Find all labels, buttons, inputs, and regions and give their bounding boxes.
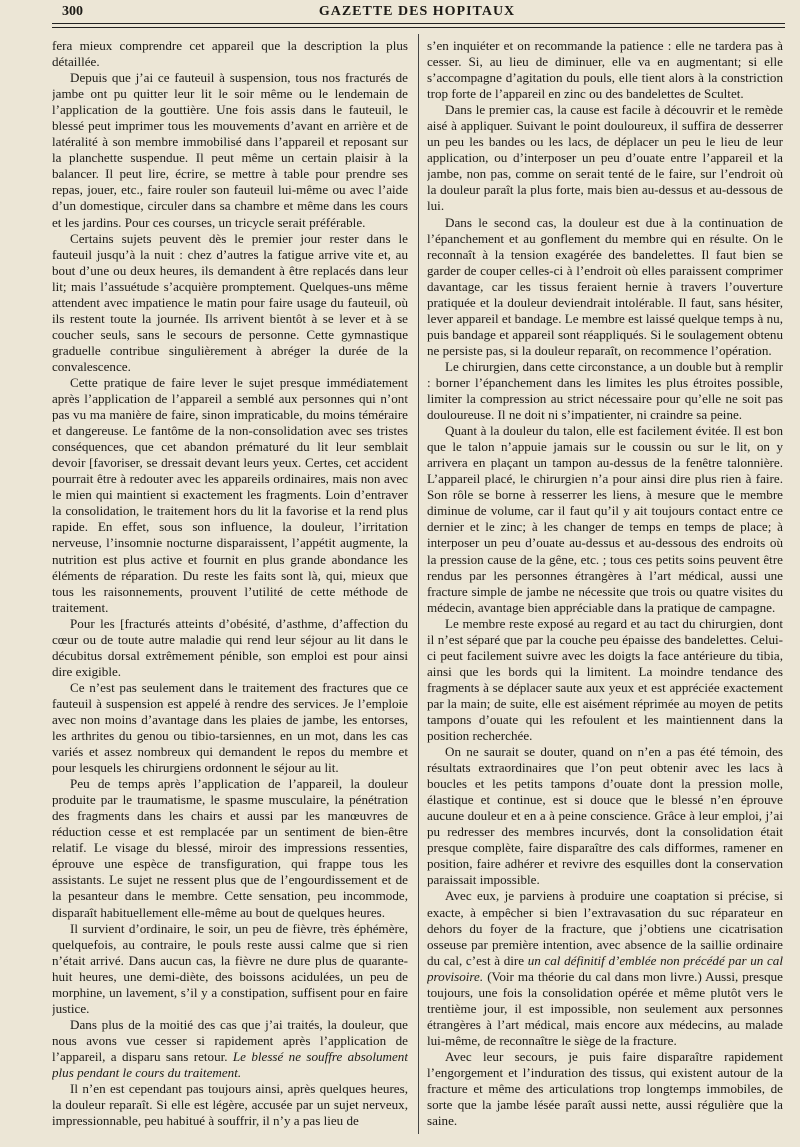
text-run: s’en inquiéter et on recommande la patience : elle ne tardera pas à cesser. Si, au lieu de diminuer, elle va en augmentant; si elle s’accompagne d’agitation du pouls, elle tient alors à la constriction trop forte de l’appareil en zinc ou des bandelettes de Scultet.: [427, 38, 783, 102]
paragraph: [427, 888, 783, 1048]
text-run: Pour les [fracturés atteints d’obésité, d’asthme, d’affection du cœur ou de toute autre maladie qui rend leur séjour au lit dans le décubitus dorsal extrêmement pénible, son emploi est pour ainsi dire exigible.: [52, 615, 408, 679]
text-run: Dans plus de la moitié des cas que j’ai traités, la douleur, que nous avons vue cesser si rapidement après l’application de l’appareil, a disparu sans retour.: [52, 1016, 408, 1064]
paragraph: [427, 102, 783, 214]
text-run: Dans le second cas, la douleur est due à la continuation de l’épanchement et au gonflement du membre qui en résulte. On le reconnaît à la tension exagérée des bandelettes. Il faut bien se garder de couper celles-ci à l’endroit où elles paraissent comprimer davantage, car les tissus feraient hernie à travers l’ouverture pratiquée et la douleur deviendrait intolérable. Il faut, sans hésiter, lever appareil et bandage. Le membre est laissé quelque temps à nu, puis bandage et appareil sont réappliqués. Si le soulagement obtenu ne persiste pas, si la douleur reparaît, on recommence l’opération.: [427, 214, 783, 358]
journal-title: GAZETTE DES HOPITAUX: [318, 4, 516, 19]
text-run: Le chirurgien, dans cette circonstance, a un double but à remplir : borner l’épanchement dans les limites les plus étroites possible, limiter la compression au strict nécessaire pour qu’elle ne soit pas douloureuse. Il ne doit ni s’impatienter, ni craindre sa peine.: [427, 358, 783, 423]
paragraph: [52, 680, 408, 776]
paragraph: [52, 921, 408, 1017]
italic-text: un cal définitif d’emblée non précédé par un cal provisoire.: [427, 952, 783, 984]
text-run: Peu de temps après l’application de l’appareil, la douleur produite par le traumatisme, le spasme musculaire, la pénétration des fragments dans les chairs et aussi par les manœuvres de réduction cesse et est remplacée par un sentiment de bien-être relatif. Le visage du blessé, miroir des impressions ressenties, éprouve une espèce de transfiguration, qui frappe tous les assistants. Le sujet ne ressent plus que de l’engourdissement et de la pesanteur dans le membre. Cette sensation, peu incommode, disparaît habituellement elle-même au bout de quelques heures.: [52, 776, 408, 920]
text-run: Depuis que j’ai ce fauteuil à suspension, tous nos fracturés de jambe ont pu quitter leur lit le soir même ou le lendemain de l’application de la gouttière. Une fois assis dans le fauteuil, le blessé peut imprimer tous les mouvements d’avant en arrière et de latéralité à son membre immobilisé dans l’appareil et reposant sur la planchette suspendue. Il peut même un certain plaisir à la balancer. Il peut lire, écrire, se mettre à table pour prendre ses repas, jouer, etc., faire rouler son fauteuil lui-même ou avec l’aide d’un domestique, circuler dans sa chambre et même dans les cours et les jardins. Pour ces courses, un tricycle serait préférable.: [52, 70, 408, 230]
paragraph: [52, 38, 408, 70]
text-run: Ce n’est pas seulement dans le traitement des fractures que ce fauteuil à suspension est appelé à rendre des services. Je l’emploie avec non moins d’avantage dans les plaies de jambe, les entorses, les arthrites du genou ou tibio-tarsiennes, en un mot, dans les cas variés et assez nombreux qui demandent le repos du membre et pour lesquels les chirurgiens ordonnent le séjour au lit.: [52, 679, 408, 776]
paragraph: [427, 38, 783, 102]
paragraph: [427, 744, 783, 888]
right-column: [427, 38, 783, 1138]
text-run: On ne saurait se douter, quand on n’en a pas été témoin, des résultats extraordinaires que l’on peut obtenir avec les lacs à boucles et les petits tampons d’ouate dont la pression molle, élastique et continue, est si douce que le blessé n’en éprouve aucune douleur et en a à peine conscience. Grâce à leur emploi, j’ai pu redresser des membres incurvés, dont la consolidation était presque complète, faire disparaître des cals difformes, ramener en position, faire adhérer et revivre des esquilles dont la conservation paraissait impossible.: [427, 744, 783, 888]
paragraph: [52, 1081, 408, 1129]
page-number: 300: [62, 4, 83, 19]
paragraph: [427, 1049, 783, 1129]
text-run: Il n’en est cependant pas toujours ainsi, après quelques heures, la douleur reparaît. Si elle est légère, accusée par un sujet nerveux, impressionnable, peu habitué à souffrir, il n’y a pas lieu de: [52, 1081, 408, 1129]
text-run: Dans le premier cas, la cause est facile à découvrir et le remède aisé à appliquer. Suivant le point douloureux, il suffira de desserrer un peu les bandes ou les lacs, de déplacer un peu le lieu de leur application, ou d’interposer un peu d’ouate entre l’appareil et la jambe, non pas, comme on serait tenté de le faire, sur l’endroit où la douleur paraît la plus forte, mais bien au-dessus et au-dessous de lui.: [427, 102, 783, 214]
text-run: Certains sujets peuvent dès le premier jour rester dans le fauteuil jusqu’à la nuit : chez d’autres la fatigue arrive vite et, au bout d’une ou deux heures, ils demandent à être replacés dans leur lit; mais l’assuétude s’acquière promptement. Quelques-uns même attendent avec impatience le matin pour faire usage du fauteuil, où ils restent toute la journée. Ils arrivent bientôt à se lever et à se coucher seuls, sans le secours de personne. Cette gymnastique graduelle contribue singulièrement à abréger la durée de la convalescence.: [52, 230, 408, 374]
paragraph: [52, 231, 408, 375]
text-run: Avec eux, je parviens à produire une coaptation si précise, si exacte, à empêcher si bien l’extravasation du suc réparateur en dehors du foyer de la fracture, que j’obtiens une cicatrisation osseuse par première intention, avec absence de la saillie ordinaire du cal, c’est à dire: [427, 888, 783, 968]
paragraph: [427, 359, 783, 423]
text-run: Le membre reste exposé au regard et au tact du chirurgien, dont il n’est séparé que par la couche peu épaisse des bandelettes. Celui-ci peut facilement suivre avec les doigts la face antérieure du tibia, ainsi que les bords qui la limitent. La moindre tendance des fragments à se déplacer saute aux yeux et est appréciée exactement par la main; de suite, elle est aisément réprimée au moyen de petits tampons d’ouate qui les refoulent et les maintiennent dans la position recherchée.: [427, 615, 783, 744]
header-rule-bottom: [52, 27, 785, 28]
text-run: fera mieux comprendre cet appareil que la description la plus détaillée.: [52, 38, 408, 70]
header-rule-top: [52, 23, 785, 24]
paragraph: [52, 776, 408, 920]
paragraph: [52, 616, 408, 680]
paragraph: [427, 616, 783, 744]
paragraph: [52, 70, 408, 230]
italic-text: Le blessé ne souffre absolument plus pendant le cours du traitement.: [52, 1048, 408, 1080]
paragraph: [427, 215, 783, 359]
text-run: (Voir ma théorie du cal dans mon livre.) Aussi, presque toujours, une fois la consolidation opérée et même plutôt vers le trentième jour, il est impossible, non seulement aux personnes étrangères à l’art médical, mais encore aux médecins, au malade lui-même, de reconnaître le siège de la fracture.: [427, 968, 783, 1048]
text-run: Avec leur secours, je puis faire disparaître rapidement l’engorgement et l’induration des tissus, qui existent autour de la fracture et même des articulations trop longtemps immobiles, de sorte que la jambe lésée paraît aussi nette, aussi régulière que la saine.: [427, 1048, 783, 1129]
text-run: Quant à la douleur du talon, elle est facilement évitée. Il est bon que le talon n’appuie jamais sur le coussin ou sur le lit, on y arrivera en plaçant un tampon au-dessus de la fenêtre talonnière. L’appareil placé, le chirurgien n’a pour ainsi dire plus rien à faire. Son rôle se borne à resserrer les liens, à mesure que le membre diminue de volume, car il faut qu’il y ait toujours contact entre ce dernier et le zinc; à les changer de temps en temps de place; à interposer un peu d’ouate au-dessus et au-dessous des endroits où la pression cause de la gêne, etc. ; tous ces petits soins peuvent être rendus par les personnes étrangères à l’art médical, aussi une fracture simple de jambe ne nécessite que trois ou quatre visites du médecin, avantage bien appréciable dans la pratique de campagne.: [427, 423, 783, 615]
text-run: Cette pratique de faire lever le sujet presque immédiatement après l’application de l’appareil a semblé aux personnes qui n’ont pas vu ma manière de faire, sinon impraticable, du moins téméraire et dangereuse. Le fantôme de la non-consolidation avec ses tristes conséquences, que cet abandon prématuré du lit leur semblait devoir [favoriser, se dressait devant leurs yeux. Certes, cet accident pourrait être à redouter avec les appareils ordinaires, mais non avec le mien qui maintient si exactement les fragments. Loin d’entraver la consolidation, le traitement hors du lit la favorise et la rend plus rapide. En effet, sous son influence, la douleur, l’irritation nerveuse, l’insomnie nocturne disparaissent, l’appétit augmente, la nutrition est plus active et fournit en plus grande abondance les éléments de réparation. Du reste les faits sont là, qui, mieux que tous les raisonnements, prouvent l’utilité de cette méthode de traitement.: [52, 374, 408, 615]
column-divider: [418, 34, 419, 1134]
paragraph: [52, 375, 408, 616]
paragraph: [427, 423, 783, 616]
left-column: [52, 38, 408, 1138]
paragraph: [52, 1017, 408, 1081]
text-run: Il survient d’ordinaire, le soir, un peu de fièvre, très éphémère, quelquefois, au contraire, le pouls reste aussi calme que si rien n’était arrivé. Dans aucun cas, la fièvre ne dure plus de quarante-huit heures, une demi-diète, des boissons acidulées, un peu de morphine, un lavement, s’il y a constipation, suffisent pour en faire justice.: [52, 920, 408, 1016]
page-header: [52, 0, 782, 22]
